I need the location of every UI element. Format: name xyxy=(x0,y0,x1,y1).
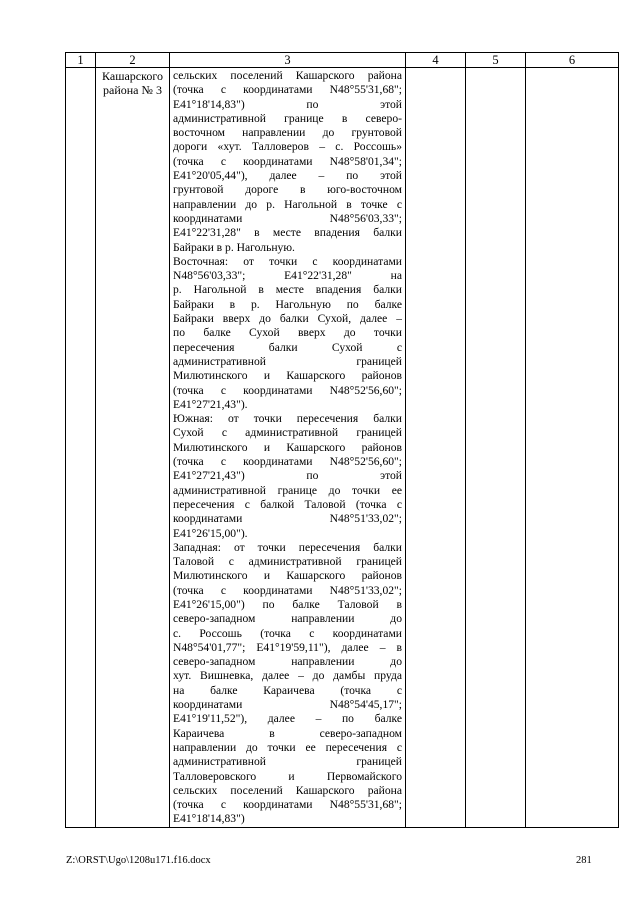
column-header-6: 6 xyxy=(526,53,619,68)
description-line: E41°22'31,28" в месте впадения балки xyxy=(173,226,402,240)
description-line: пересечения балки Сухой с xyxy=(173,340,402,354)
description-line: направлении до р. Нагольной в точке с xyxy=(173,197,402,211)
column-header-1: 1 xyxy=(66,53,96,68)
description-line: (точка с координатами N48°52'56,60"; xyxy=(173,455,402,469)
cell-col6 xyxy=(526,68,619,828)
description-line: р. Нагольной в месте впадения балки xyxy=(173,283,402,297)
description-line: Сухой с административной границей xyxy=(173,426,402,440)
description-line: административной границей xyxy=(173,755,402,769)
description-line: сельских поселений Кашарского района xyxy=(173,69,402,82)
description-line: E41°26'15,00"). xyxy=(173,526,248,540)
description-line: северо-западном направлении до xyxy=(173,612,402,626)
cell-col1 xyxy=(66,68,96,828)
description-line: административной границе в северо- xyxy=(173,111,402,125)
description-line: E41°18'14,83") по этой xyxy=(173,97,402,111)
cell-col4 xyxy=(406,68,466,828)
district-name-line: района № 3 xyxy=(103,83,162,98)
description-line: восточном направлении до грунтовой xyxy=(173,126,402,140)
description-line: Байраки в р. Нагольную по балке xyxy=(173,297,402,311)
column-header-3: 3 xyxy=(170,53,406,68)
description-line: административной границей xyxy=(173,354,402,368)
description-line: Караичева в северо-западном xyxy=(173,726,402,740)
description-line: пересечения с балкой Таловой (точка с xyxy=(173,497,402,511)
description-line: E41°20'05,44"), далее – по этой xyxy=(173,169,402,183)
description-line: дороги «хут. Талловеров – с. Россошь» xyxy=(173,140,402,154)
description-line: координатами N48°56'03,33"; xyxy=(173,211,402,225)
header-row xyxy=(66,53,619,68)
cell-boundary-description xyxy=(170,68,406,828)
description-line: E41°26'15,00") по балке Таловой в xyxy=(173,597,402,611)
description-line: сельских поселений Кашарского района xyxy=(173,783,402,797)
description-line: с. Россошь (точка с координатами xyxy=(173,626,402,640)
description-line: Байраки вверх до балки Сухой, далее – xyxy=(173,312,402,326)
description-line: Восточная: от точки с координатами xyxy=(173,254,402,268)
description-line: N48°56'03,33"; E41°22'31,28" на xyxy=(173,269,402,283)
description-line: E41°27'21,43"). xyxy=(173,397,248,411)
description-line: E41°19'11,52"), далее – по балке xyxy=(173,712,402,726)
description-line: Талловеровского и Первомайского xyxy=(173,769,402,783)
description-line: N48°54'01,77"; E41°19'59,11"), далее – в xyxy=(173,640,402,654)
column-header-5: 5 xyxy=(466,53,526,68)
description-line: Байраки в р. Нагольную. xyxy=(173,240,295,254)
description-line: E41°18'14,83") xyxy=(173,812,245,826)
description-line: Милютинского и Кашарского районов xyxy=(173,569,402,583)
cell-district-name xyxy=(96,68,170,828)
description-line: (точка с координатами N48°52'56,60"; xyxy=(173,383,402,397)
column-header-4: 4 xyxy=(406,53,466,68)
cell-col5 xyxy=(466,68,526,828)
description-line: направлении до точки ее пересечения с xyxy=(173,740,402,754)
description-line: (точка с координатами N48°55'31,68"; xyxy=(173,798,402,812)
description-line: (точка с координатами N48°51'33,02"; xyxy=(173,583,402,597)
description-line: Милютинского и Кашарского районов xyxy=(173,440,402,454)
footer-file-path: Z:\ORST\Ugo\1208u171.f16.docx xyxy=(66,855,211,866)
description-line: (точка с координатами N48°58'01,34"; xyxy=(173,154,402,168)
district-name-line: Кашарского xyxy=(102,69,163,83)
description-line: на балке Караичева (точка с xyxy=(173,683,402,697)
column-header-2: 2 xyxy=(96,53,170,68)
description-line: хут. Вишневка, далее – до дамбы пруда xyxy=(173,669,402,683)
description-line: Южная: от точки пересечения балки xyxy=(173,412,402,426)
table-row xyxy=(66,68,619,828)
footer-page-number: 281 xyxy=(576,855,592,866)
description-line: координатами N48°54'45,17"; xyxy=(173,698,402,712)
description-line: координатами N48°51'33,02"; xyxy=(173,512,402,526)
description-line: E41°27'21,43") по этой xyxy=(173,469,402,483)
description-line: Западная: от точки пересечения балки xyxy=(173,540,402,554)
boundary-table xyxy=(65,52,619,828)
description-line: Таловой с административной границей xyxy=(173,555,402,569)
description-line: Милютинского и Кашарского районов xyxy=(173,369,402,383)
description-line: грунтовой дороге в юго-восточном xyxy=(173,183,402,197)
description-line: северо-западном направлении до xyxy=(173,655,402,669)
description-line: по балке Сухой вверх до точки xyxy=(173,326,402,340)
description-line: административной границе до точки ее xyxy=(173,483,402,497)
description-line: (точка с координатами N48°55'31,68"; xyxy=(173,83,402,97)
